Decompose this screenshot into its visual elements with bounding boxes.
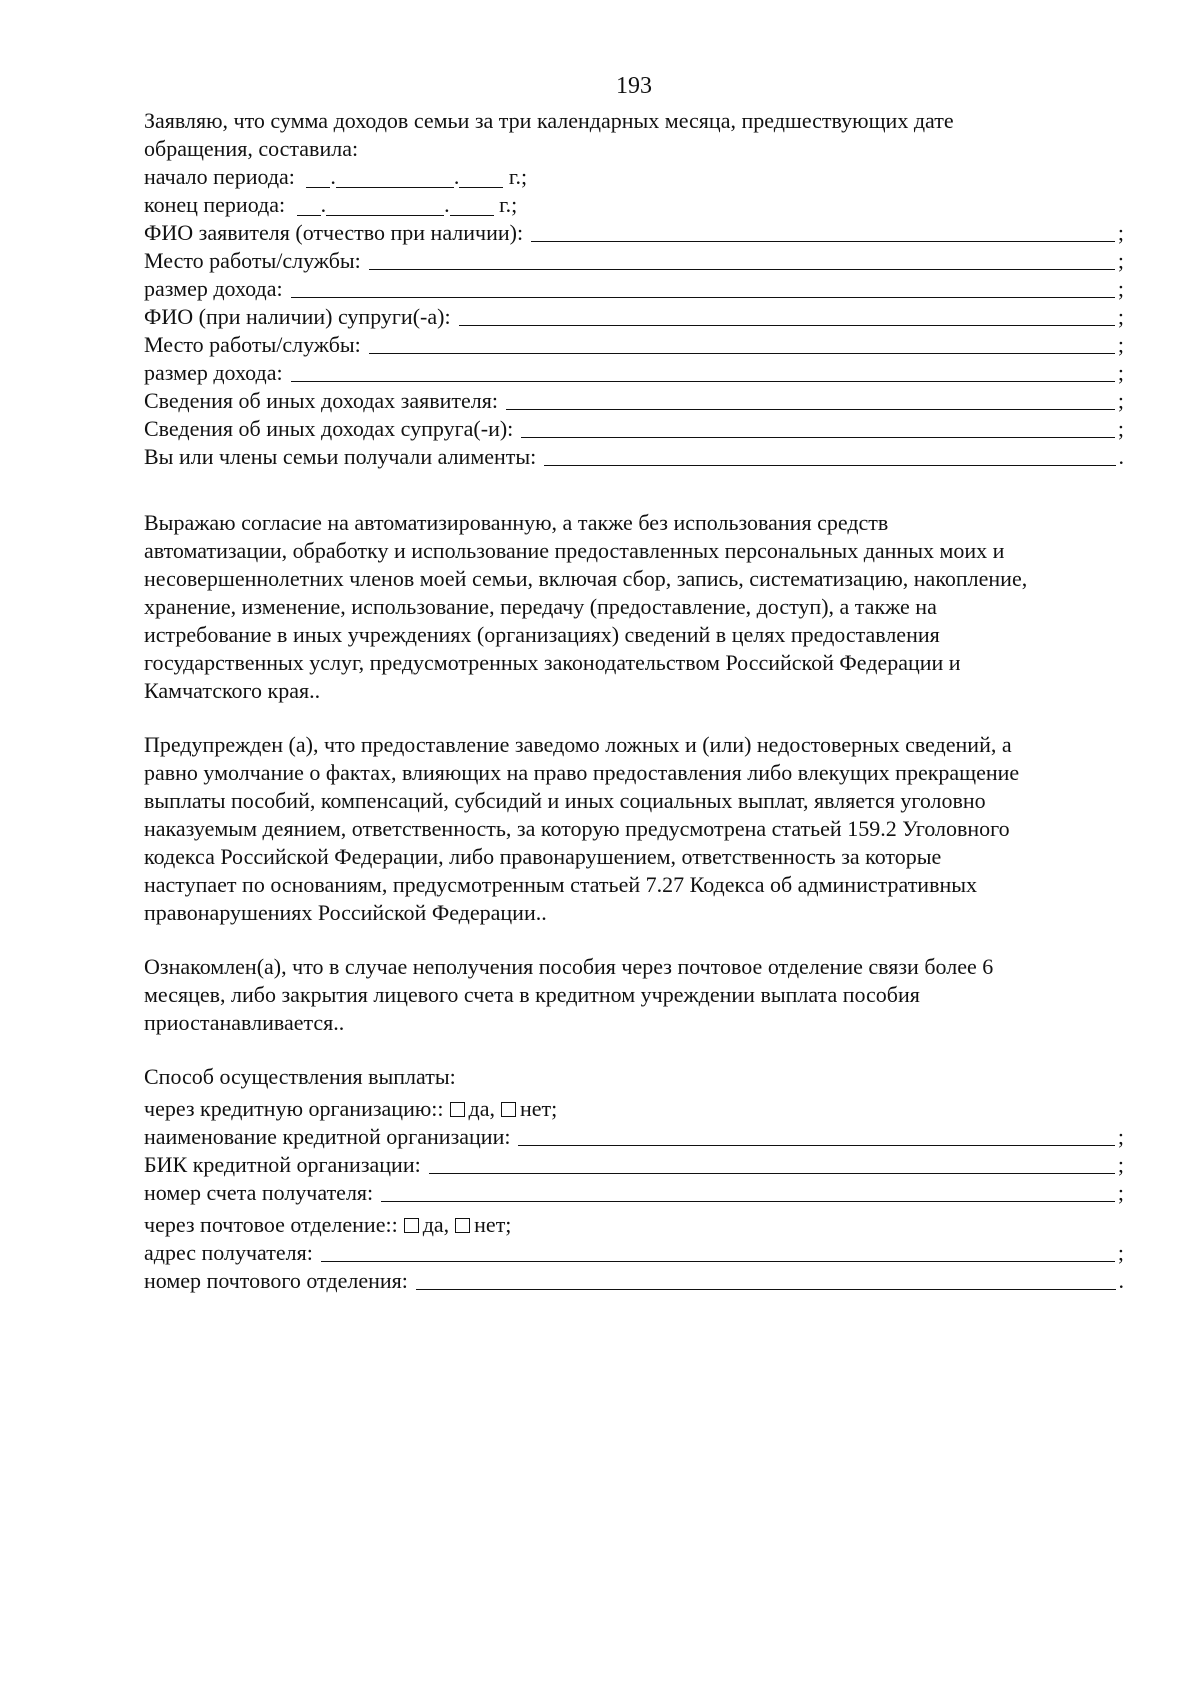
recipient-address-field[interactable] bbox=[321, 1261, 1115, 1262]
period-end-label: конец периода: bbox=[144, 192, 286, 217]
applicant-income-field[interactable] bbox=[291, 297, 1115, 298]
post-no-checkbox[interactable] bbox=[455, 1218, 470, 1233]
paragraph-line: автоматизации, обработку и использование предоставленных персональных данных моих и bbox=[144, 538, 1005, 563]
applicant-workplace-row: Место работы/службы: ; bbox=[144, 248, 1124, 273]
bank-no-checkbox[interactable] bbox=[501, 1102, 516, 1117]
spouse-workplace-field[interactable] bbox=[369, 353, 1115, 354]
period-end-row: конец периода: . . г.; bbox=[144, 192, 518, 217]
bank-name-label: наименование кредитной организации: bbox=[144, 1124, 511, 1149]
paragraph-line: кодекса Российской Федерации, либо правонарушением, ответственность за которые bbox=[144, 844, 942, 869]
spouse-other-income-label: Сведения об иных доходах супруга(-и): bbox=[144, 416, 514, 441]
income-section bbox=[144, 107, 1124, 471]
period-start-day-field[interactable] bbox=[306, 167, 330, 188]
spouse-name-row: ФИО (при наличии) супруги(-а): ; bbox=[144, 304, 1124, 329]
paragraph-line: государственных услуг, предусмотренных законодательством Российской Федерации и bbox=[144, 650, 961, 675]
period-start-label: начало периода: bbox=[144, 164, 295, 189]
page-number: 193 bbox=[616, 73, 652, 99]
applicant-other-income-field[interactable] bbox=[506, 409, 1115, 410]
spouse-other-income-row: Сведения об иных доходах супруга(-и): ; bbox=[144, 416, 1124, 441]
bank-name-row: наименование кредитной организации: ; bbox=[144, 1124, 1124, 1149]
post-yes-checkbox[interactable] bbox=[404, 1218, 419, 1233]
bank-bik-field[interactable] bbox=[429, 1173, 1115, 1174]
period-start-month-field[interactable] bbox=[336, 167, 454, 188]
period-start-suffix: г.; bbox=[508, 164, 528, 189]
bank-name-field[interactable] bbox=[518, 1145, 1114, 1146]
paragraph-line: Предупрежден (а), что предоставление заведомо ложных и (или) недостоверных сведений, а bbox=[144, 732, 1012, 757]
applicant-name-label: ФИО заявителя (отчество при наличии): bbox=[144, 220, 524, 245]
paragraph-line: Ознакомлен(а), что в случае неполучения пособия через почтовое отделение связи более 6 bbox=[144, 954, 994, 979]
payment-heading: Способ осуществления выплаты: bbox=[144, 1064, 456, 1089]
alimony-row: Вы или члены семьи получали алименты: . bbox=[144, 444, 1124, 469]
spouse-income-field[interactable] bbox=[291, 381, 1115, 382]
bank-bik-label: БИК кредитной организации: bbox=[144, 1152, 421, 1177]
paragraph-line: наступает по основаниям, предусмотренным статьей 7.27 Кодекса об административных bbox=[144, 872, 978, 897]
period-end-day-field[interactable] bbox=[297, 195, 321, 216]
period-end-year-field[interactable] bbox=[450, 195, 494, 216]
paragraph-line: равно умолчание о фактах, влияющих на право предоставления либо влекущих прекращение bbox=[144, 760, 1020, 785]
paragraph-line: месяцев, либо закрытия лицевого счета в кредитном учреждении выплата пособия bbox=[144, 982, 920, 1007]
applicant-income-row: размер дохода: ; bbox=[144, 276, 1124, 301]
account-number-row: номер счета получателя: ; bbox=[144, 1180, 1124, 1205]
bank-yes-label: да, bbox=[468, 1096, 495, 1121]
spouse-name-field[interactable] bbox=[459, 325, 1115, 326]
period-end-suffix: г.; bbox=[499, 192, 518, 217]
spouse-income-row: размер дохода: ; bbox=[144, 360, 1124, 385]
paragraph-line: приостанавливается.. bbox=[144, 1010, 345, 1035]
applicant-name-row: ФИО заявителя (отчество при наличии): ; bbox=[144, 220, 1124, 245]
warning-paragraph bbox=[144, 731, 1124, 927]
recipient-address-row: адрес получателя: ; bbox=[144, 1240, 1124, 1265]
paragraph-line: наказуемым деянием, ответственность, за которую предусмотрена статьей 159.2 Уголовного bbox=[144, 816, 1010, 841]
paragraph-line: несовершеннолетних членов моей семьи, включая сбор, запись, систематизацию, накопление, bbox=[144, 566, 1028, 591]
applicant-other-income-label: Сведения об иных доходах заявителя: bbox=[144, 388, 499, 413]
alimony-field[interactable] bbox=[544, 465, 1115, 466]
applicant-other-income-row: Сведения об иных доходах заявителя: ; bbox=[144, 388, 1124, 413]
paragraph-line: Выражаю согласие на автоматизированную, а также без использования средств bbox=[144, 510, 889, 535]
alimony-label: Вы или члены семьи получали алименты: bbox=[144, 444, 537, 469]
bank-no-label: нет; bbox=[519, 1096, 558, 1121]
post-no-label: нет; bbox=[474, 1212, 512, 1237]
account-number-field[interactable] bbox=[381, 1201, 1115, 1202]
notice-paragraph bbox=[144, 953, 1124, 1037]
paragraph-line: истребование в иных учреждениях (организациях) сведений в целях предоставления bbox=[144, 622, 940, 647]
spouse-workplace-label: Место работы/службы: bbox=[144, 332, 361, 357]
applicant-name-field[interactable] bbox=[531, 241, 1115, 242]
income-intro-line: обращения, составила: bbox=[144, 136, 359, 161]
post-office-number-field[interactable] bbox=[416, 1289, 1116, 1290]
consent-paragraph bbox=[144, 509, 1124, 705]
bank-option-row bbox=[144, 1095, 1124, 1123]
post-office-number-label: номер почтового отделения: bbox=[144, 1268, 408, 1293]
account-number-label: номер счета получателя: bbox=[144, 1180, 374, 1205]
spouse-other-income-field[interactable] bbox=[521, 437, 1115, 438]
income-intro-line: Заявляю, что сумма доходов семьи за три календарных месяца, предшествующих дате bbox=[144, 108, 954, 133]
post-option-label: через почтовое отделение:: bbox=[144, 1212, 398, 1237]
paragraph-line: Камчатского края.. bbox=[144, 678, 321, 703]
recipient-address-label: адрес получателя: bbox=[144, 1240, 313, 1265]
spouse-name-label: ФИО (при наличии) супруги(-а): bbox=[144, 304, 451, 329]
spouse-workplace-row: Место работы/службы: ; bbox=[144, 332, 1124, 357]
bank-yes-checkbox[interactable] bbox=[450, 1102, 465, 1117]
bank-bik-row: БИК кредитной организации: ; bbox=[144, 1152, 1124, 1177]
period-start-row: начало периода: . . г.; bbox=[144, 164, 528, 189]
paragraph-line: выплаты пособий, компенсаций, субсидий и иных социальных выплат, является уголовно bbox=[144, 788, 986, 813]
spouse-income-label: размер дохода: bbox=[144, 360, 283, 385]
bank-option-label: через кредитную организацию:: bbox=[144, 1096, 444, 1121]
period-start-year-field[interactable] bbox=[459, 167, 503, 188]
payment-section bbox=[144, 1063, 1124, 1295]
post-option-row bbox=[144, 1211, 1124, 1239]
post-office-number-row: номер почтового отделения: . bbox=[144, 1268, 1124, 1293]
applicant-workplace-label: Место работы/службы: bbox=[144, 248, 361, 273]
paragraph-line: хранение, изменение, использование, передачу (предоставление, доступ), а также на bbox=[144, 594, 937, 619]
applicant-workplace-field[interactable] bbox=[369, 269, 1115, 270]
period-end-month-field[interactable] bbox=[326, 195, 444, 216]
paragraph-line: правонарушениях Российской Федерации.. bbox=[144, 900, 547, 925]
applicant-income-label: размер дохода: bbox=[144, 276, 283, 301]
post-yes-label: да, bbox=[422, 1212, 450, 1237]
